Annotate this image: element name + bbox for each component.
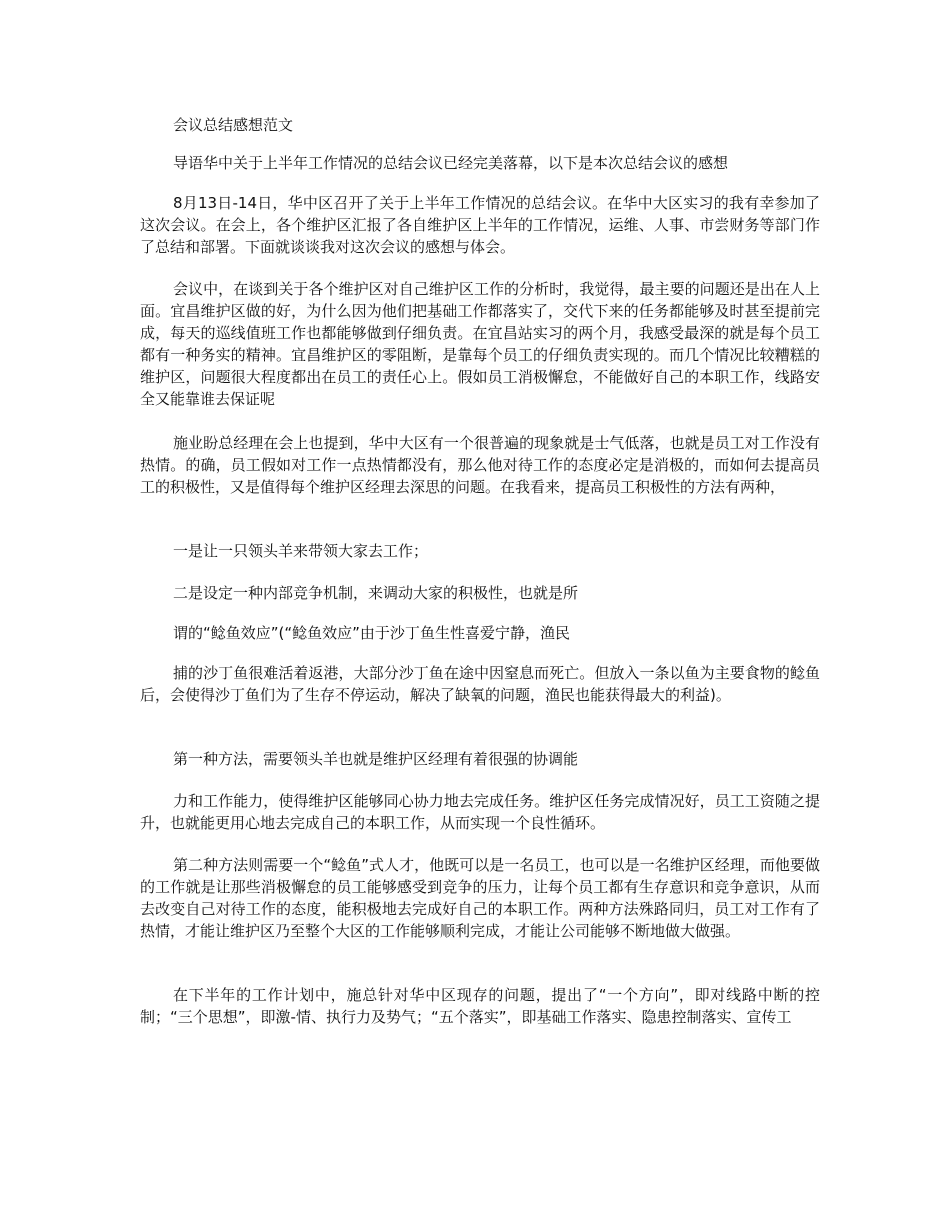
paragraph-morale: 施业盼总经理在会上也提到，华中大区有一个很普遍的现象就是士气低落，也就是员工对工作没有热情。的确，员工假如对工作一点热情都没有，那么他对待工作的态度必定是消极的，而如何去提高员工的积极性，又是值得每个维护区经理去深思的问题。在我看来，提高员工积极性的方法有两种， xyxy=(140,434,820,496)
paragraph-second-half-plan: 在下半年的工作计划中，施总针对华中区现存的问题，提出了“一个方向”，即对线路中断的控制；“三个思想”，即激-情、执行力及势气；“五个落实”，即基础工作落实、隐患控制落实、宣传工 xyxy=(140,986,820,1026)
paragraph-method-two: 二是设定一种内部竞争机制，来调动大家的积极性，也就是所 xyxy=(173,584,579,602)
paragraph-sardine-story: 捕的沙丁鱼很难活着返港，大部分沙丁鱼在途中因窒息而死亡。但放入一条以鱼为主要食物的鲶鱼后，会使得沙丁鱼们为了生存不停运动，解决了缺氧的问题，渔民也能获得最大的利益)。 xyxy=(140,664,820,704)
document-title: 会议总结感想范文 xyxy=(173,116,294,134)
paragraph-analysis: 会议中，在谈到关于各个维护区对自己维护区工作的分析时，我觉得，最主要的问题还是出在人上面。宜昌维护区做的好，为什么因为他们把基础工作都落实了，交代下来的任务都能够及时甚至提前完成，每天的巡线值班工作也都能够做到仔细负责。在宜昌站实习的两个月，我感受最深的就是每个员工都有一种务实的精神。宜昌维护区的零阻断，是靠每个员工的仔细负责实现的。而几个情况比较糟糕的维护区，问题很大程度都出在员工的责任心上。假如员工消极懈怠，不能做好自己的本职工作，线路安全又能靠谁去保证呢 xyxy=(140,280,820,408)
paragraph-meeting-overview: 8月13日-14日，华中区召开了关于上半年工作情况的总结会议。在华中大区实习的我有幸参加了这次会议。在会上，各个维护区汇报了各自维护区上半年的工作情况，运维、人事、市尝财务等部门作了总结和部署。下面就谈谈我对这次会议的感想与体会。 xyxy=(140,194,820,256)
paragraph-catfish-effect: 谓的“鲶鱼效应”(“鲶鱼效应”由于沙丁鱼生性喜爱宁静，渔民 xyxy=(173,624,570,642)
paragraph-method-one: 一是让一只领头羊来带领大家去工作； xyxy=(173,542,429,560)
paragraph-first-method-cont: 力和工作能力，使得维护区能够同心协力地去完成任务。维护区任务完成情况好，员工工资随之提升，也就能更用心地去完成自己的本职工作，从而实现一个良性循环。 xyxy=(140,792,820,832)
paragraph-intro: 导语华中关于上半年工作情况的总结会议已经完美落幕，以下是本次总结会议的感想 xyxy=(173,154,729,172)
paragraph-second-method: 第二种方法则需要一个“鲶鱼”式人才，他既可以是一名员工，也可以是一名维护区经理，而他要做的工作就是让那些消极懈怠的员工能够感受到竞争的压力，让每个员工都有生存意识和竞争意识，从而去改变自己对待工作的态度，能积极地去完成好自己的本职工作。两种方法殊路同归，员工对工作有了热情，才能让维护区乃至整个大区的工作能够顺利完成，才能让公司能够不断地做大做强。 xyxy=(140,856,820,940)
paragraph-first-method: 第一种方法，需要领头羊也就是维护区经理有着很强的协调能 xyxy=(173,750,579,768)
